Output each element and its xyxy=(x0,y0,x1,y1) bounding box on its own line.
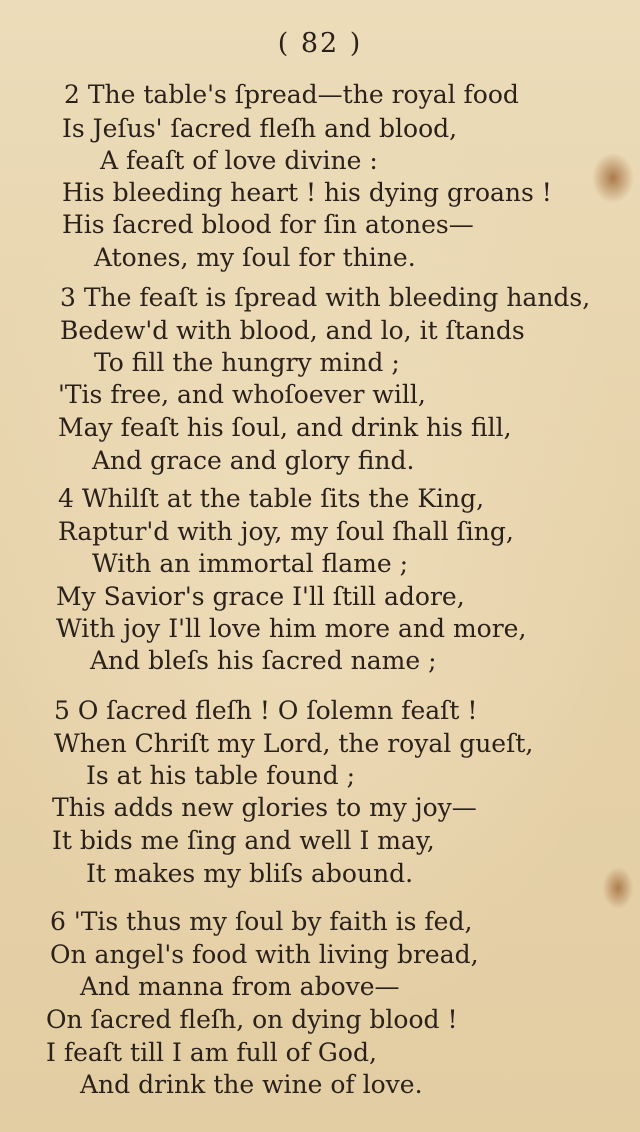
stanza-3-line-5: May feaſt his ſoul, and drink his fill, xyxy=(58,413,512,442)
page-number-header: ( 82 ) xyxy=(277,28,363,59)
stanza-6-line-3: And manna from above— xyxy=(80,972,400,1001)
stanza-2-line-2: Is Jeſus' ſacred fleſh and blood, xyxy=(62,114,458,143)
stanza-2-line-4: His bleeding heart ! his dying groans ! xyxy=(62,178,552,207)
stanza-5-line-2: When Chriſt my Lord, the royal gueſt, xyxy=(54,729,534,758)
stanza-3-line-6: And grace and glory find. xyxy=(92,446,415,475)
stanza-3-line-4: 'Tis free, and whoſoever will, xyxy=(58,380,426,409)
stanza-5-line-3: Is at his table found ; xyxy=(86,761,355,790)
stanza-2-line-1: 2 The table's ſpread—the royal food xyxy=(64,80,519,109)
stanza-3-line-3: To fill the hungry mind ; xyxy=(94,348,400,377)
stanza-3-line-1: 3 The feaſt is ſpread with bleeding hands, xyxy=(60,283,591,312)
stanza-5-line-5: It bids me ſing and well I may, xyxy=(52,826,435,855)
stanza-6-line-4: On ſacred fleſh, on dying blood ! xyxy=(46,1005,458,1034)
stanza-5-line-1: 5 O ſacred fleſh ! O ſolemn feaſt ! xyxy=(54,696,478,725)
stanza-2-line-5: His ſacred blood for ſin atones— xyxy=(62,210,474,239)
stanza-2-line-3: A feaſt of love divine : xyxy=(100,146,378,175)
stanza-6-line-1: 6 'Tis thus my ſoul by faith is fed, xyxy=(50,907,473,936)
stanza-6-line-6: And drink the wine of love. xyxy=(80,1070,423,1099)
stanza-4-line-5: With joy I'll love him more and more, xyxy=(56,614,527,643)
stanza-4-line-6: And bleſs his ſacred name ; xyxy=(90,646,437,675)
stanza-4-line-2: Raptur'd with joy, my ſoul ſhall ſing, xyxy=(58,517,514,546)
stanza-6-line-5: I feaſt till I am full of God, xyxy=(46,1038,377,1067)
stanza-2-line-6: Atones, my ſoul for thine. xyxy=(94,243,416,272)
stanza-3-line-2: Bedew'd with blood, and lo, it ſtands xyxy=(60,316,525,345)
stanza-4-line-3: With an immortal flame ; xyxy=(92,549,409,578)
stanza-4-line-1: 4 Whilſt at the table ſits the King, xyxy=(58,484,485,513)
stanza-6-line-2: On angel's food with living bread, xyxy=(50,940,479,969)
stanza-4-line-4: My Savior's grace I'll ſtill adore, xyxy=(56,582,465,611)
stanza-5-line-6: It makes my bliſs abound. xyxy=(86,859,414,888)
stanza-5-line-4: This adds new glories to my joy— xyxy=(52,793,477,822)
